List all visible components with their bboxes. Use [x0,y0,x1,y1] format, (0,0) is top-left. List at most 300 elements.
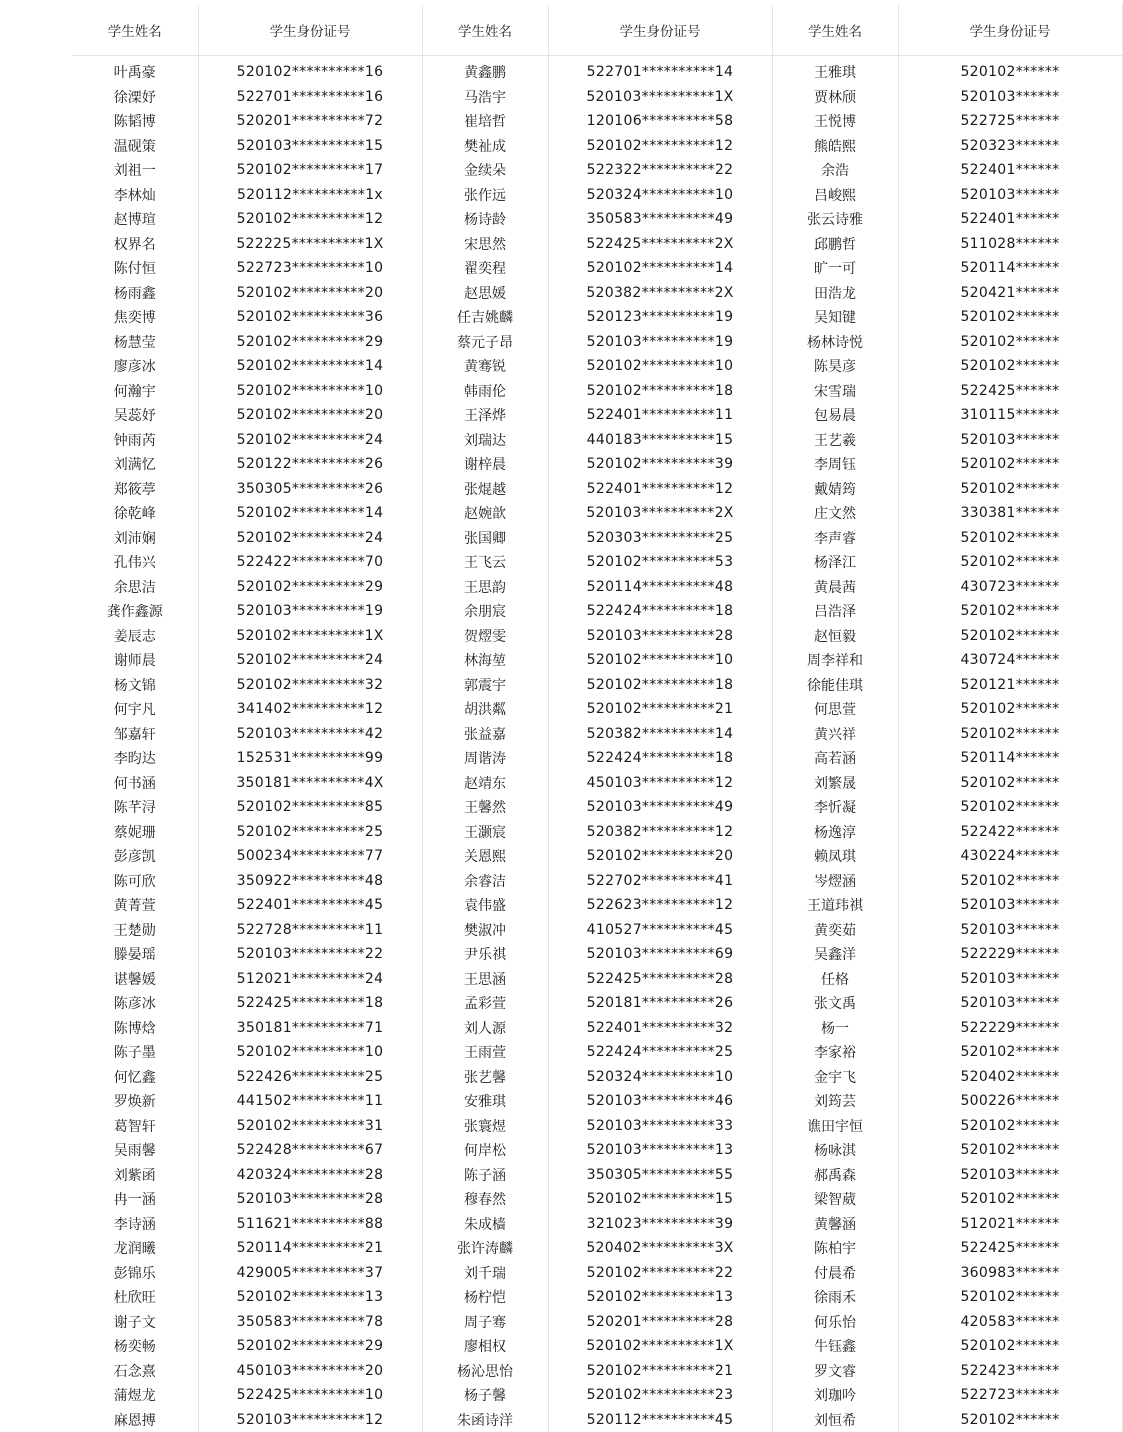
student-id-cell: 520102**********14 [198,354,422,379]
student-name-cell: 杨雨鑫 [72,281,198,306]
student-name-cell: 刘满忆 [72,452,198,477]
student-id-cell: 520121****** [898,673,1122,698]
student-name-cell: 罗文睿 [772,1359,898,1384]
student-id-cell: 520114****** [898,746,1122,771]
student-name-cell: 田浩龙 [772,281,898,306]
student-id-cell: 520102**********29 [198,575,422,600]
student-id-cell: 520102**********29 [198,330,422,355]
student-id-cell: 520382**********12 [548,820,772,845]
student-name-cell: 麻恩搏 [72,1408,198,1432]
student-id-cell: 522428**********67 [198,1138,422,1163]
student-name-cell: 黄晨茜 [772,575,898,600]
student-name-cell: 刘瑞达 [422,428,548,453]
table-row [72,158,1122,183]
student-id-cell: 522401**********32 [548,1016,772,1041]
table-row [72,648,1122,673]
student-id-cell: 441502**********11 [198,1089,422,1114]
student-name-cell: 林海堃 [422,648,548,673]
student-id-cell: 520102**********12 [198,207,422,232]
student-id-cell: 520102****** [898,452,1122,477]
student-id-cell: 420583****** [898,1310,1122,1335]
student-name-cell: 何瀚宇 [72,379,198,404]
table-row [72,575,1122,600]
student-name-cell: 杨逸淳 [772,820,898,845]
student-id-cell: 350922**********48 [198,869,422,894]
student-name-cell: 蒲煜龙 [72,1383,198,1408]
student-name-cell: 付晨希 [772,1261,898,1286]
student-name-cell: 张文禹 [772,991,898,1016]
student-name-cell: 李声睿 [772,526,898,551]
student-name-cell: 杨沁思怡 [422,1359,548,1384]
student-name-cell: 陈付恒 [72,256,198,281]
student-name-cell: 陈博焓 [72,1016,198,1041]
student-id-cell: 520102**********18 [548,673,772,698]
student-name-cell: 马浩宇 [422,85,548,110]
student-id-cell: 520102****** [898,305,1122,330]
student-name-cell: 吴雨馨 [72,1138,198,1163]
student-name-cell: 罗焕新 [72,1089,198,1114]
student-id-cell: 512021****** [898,1212,1122,1237]
student-id-cell: 430224****** [898,844,1122,869]
table-row [72,820,1122,845]
student-id-cell: 522425**********10 [198,1383,422,1408]
student-id-cell: 520102**********24 [198,428,422,453]
student-name-cell: 李林灿 [72,183,198,208]
table-row [72,771,1122,796]
student-id-cell: 512021**********24 [198,967,422,992]
student-id-cell: 520102**********21 [548,1359,772,1384]
student-id-cell: 520102****** [898,624,1122,649]
student-id-cell: 520103****** [898,893,1122,918]
student-id-cell: 520102****** [898,697,1122,722]
student-id-cell: 520102**********23 [548,1383,772,1408]
student-id-cell: 522723**********10 [198,256,422,281]
student-id-cell: 520102**********13 [548,1285,772,1310]
student-name-cell: 金续朵 [422,158,548,183]
table-row [72,1212,1122,1237]
student-id-cell: 520102**********1X [198,624,422,649]
student-name-cell: 徐乾峰 [72,501,198,526]
student-name-cell: 冉一涵 [72,1187,198,1212]
student-id-cell: 520103**********69 [548,942,772,967]
student-id-cell: 511621**********88 [198,1212,422,1237]
student-id-cell: 520102**********20 [548,844,772,869]
student-name-cell: 崔培哲 [422,109,548,134]
student-name-cell: 杨文锦 [72,673,198,698]
student-id-cell: 520102****** [898,771,1122,796]
student-name-cell: 高若涵 [772,746,898,771]
student-name-cell: 刘筠芸 [772,1089,898,1114]
student-id-cell: 520103**********42 [198,722,422,747]
student-name-cell: 杨诗龄 [422,207,548,232]
table-row [72,477,1122,502]
student-id-cell: 500234**********77 [198,844,422,869]
student-id-cell: 520102**********25 [198,820,422,845]
student-id-cell: 520103****** [898,183,1122,208]
student-id-cell: 520102****** [898,1138,1122,1163]
student-name-cell: 王雨萱 [422,1040,548,1065]
student-name-cell: 陈子涵 [422,1163,548,1188]
student-name-cell: 胡洪粼 [422,697,548,722]
student-name-cell: 徐能佳琪 [772,673,898,698]
student-name-cell: 何思萱 [772,697,898,722]
student-id-cell: 350181**********4X [198,771,422,796]
table-row [72,403,1122,428]
student-id-cell: 520102**********53 [548,550,772,575]
table-row [72,795,1122,820]
student-name-cell: 杨子馨 [422,1383,548,1408]
header-row [72,5,1122,56]
student-id-cell: 520103****** [898,1163,1122,1188]
student-id-cell: 520102****** [898,330,1122,355]
student-name-cell: 王楚勋 [72,918,198,943]
student-id-cell: 522225**********1X [198,232,422,257]
student-name-cell: 李周钰 [772,452,898,477]
table-row [72,501,1122,526]
student-name-cell: 廖彦冰 [72,354,198,379]
header-student-id-2: 学生身份证号 [548,5,772,56]
student-name-cell: 焦奕博 [72,305,198,330]
student-name-cell: 贾林颀 [772,85,898,110]
student-id-cell: 520102**********24 [198,648,422,673]
student-id-cell: 520102**********29 [198,1334,422,1359]
student-name-cell: 吴知键 [772,305,898,330]
student-name-cell: 张寰煜 [422,1114,548,1139]
student-name-cell: 陈昊彦 [772,354,898,379]
table-row [72,1408,1122,1432]
table-row [72,256,1122,281]
table-row [72,1163,1122,1188]
table-row [72,942,1122,967]
student-id-cell: 520102**********12 [548,134,772,159]
student-id-cell: 520102****** [898,550,1122,575]
student-id-cell: 520102****** [898,599,1122,624]
student-id-cell: 520102****** [898,1285,1122,1310]
table-row [72,526,1122,551]
student-id-cell: 341402**********12 [198,697,422,722]
student-id-cell: 522701**********14 [548,60,772,85]
student-id-cell: 310115****** [898,403,1122,428]
student-id-cell: 520102**********14 [548,256,772,281]
student-name-cell: 翟奕程 [422,256,548,281]
table-row [72,746,1122,771]
student-id-cell: 522401**********12 [548,477,772,502]
header-student-id-3: 学生身份证号 [898,5,1122,56]
student-id-cell: 520181**********26 [548,991,772,1016]
student-id-cell: 520102****** [898,354,1122,379]
student-id-cell: 520102**********24 [198,526,422,551]
table-row [72,1285,1122,1310]
student-id-cell: 522425**********28 [548,967,772,992]
student-name-cell: 郭震宇 [422,673,548,698]
student-name-cell: 杨奕畅 [72,1334,198,1359]
student-id-cell: 350583**********78 [198,1310,422,1335]
table-row [72,550,1122,575]
student-id-cell: 520103**********19 [198,599,422,624]
student-id-cell: 520102****** [898,795,1122,820]
student-id-cell: 511028****** [898,232,1122,257]
student-name-cell: 蔡元子昂 [422,330,548,355]
student-roster-table [72,5,1123,1432]
student-id-cell: 520102**********16 [198,60,422,85]
student-name-cell: 彭锦乐 [72,1261,198,1286]
student-id-cell: 522425**********2X [548,232,772,257]
student-id-cell: 522401**********11 [548,403,772,428]
student-name-cell: 龙润曦 [72,1236,198,1261]
student-name-cell: 金宇飞 [772,1065,898,1090]
table-row [72,893,1122,918]
table-row [72,918,1122,943]
student-name-cell: 王思韵 [422,575,548,600]
student-id-cell: 440183**********15 [548,428,772,453]
student-id-cell: 450103**********12 [548,771,772,796]
student-id-cell: 520102****** [898,477,1122,502]
student-id-cell: 522229****** [898,1016,1122,1041]
student-id-cell: 520303**********25 [548,526,772,551]
table-row [72,109,1122,134]
table-row [72,1016,1122,1041]
student-id-cell: 520402****** [898,1065,1122,1090]
table-row [72,379,1122,404]
student-name-cell: 杨慧莹 [72,330,198,355]
student-name-cell: 牛钰鑫 [772,1334,898,1359]
student-name-cell: 陈子墨 [72,1040,198,1065]
student-name-cell: 赵婉歆 [422,501,548,526]
student-id-cell: 520102****** [898,526,1122,551]
student-id-cell: 520102**********10 [548,648,772,673]
student-name-cell: 何宇凡 [72,697,198,722]
student-id-cell: 520103**********22 [198,942,422,967]
student-id-cell: 520103**********12 [198,1408,422,1432]
student-name-cell: 黄菁萱 [72,893,198,918]
student-name-cell: 杨咏淇 [772,1138,898,1163]
student-id-cell: 520112**********1x [198,183,422,208]
student-name-cell: 张作远 [422,183,548,208]
student-id-cell: 520103****** [898,918,1122,943]
student-name-cell: 黄奕茹 [772,918,898,943]
student-id-cell: 520103**********19 [548,330,772,355]
student-name-cell: 谌馨媛 [72,967,198,992]
student-id-cell: 522426**********25 [198,1065,422,1090]
student-name-cell: 谢子文 [72,1310,198,1335]
student-name-cell: 梁智葳 [772,1187,898,1212]
student-id-cell: 522424**********18 [548,599,772,624]
table-row [72,1138,1122,1163]
table-row [72,869,1122,894]
student-id-cell: 520103****** [898,967,1122,992]
student-id-cell: 520102**********13 [198,1285,422,1310]
student-name-cell: 黄骞锐 [422,354,548,379]
table-row [72,1236,1122,1261]
student-id-cell: 520102****** [898,869,1122,894]
student-name-cell: 何乐怡 [772,1310,898,1335]
student-name-cell: 王悦博 [772,109,898,134]
student-name-cell: 谯田宇恒 [772,1114,898,1139]
table-row [72,624,1122,649]
student-name-cell: 杨泽江 [772,550,898,575]
student-id-cell: 520402**********3X [548,1236,772,1261]
student-name-cell: 刘恒希 [772,1408,898,1432]
student-name-cell: 刘繁晟 [772,771,898,796]
student-id-cell: 420324**********28 [198,1163,422,1188]
student-id-cell: 520102****** [898,60,1122,85]
student-id-cell: 360983****** [898,1261,1122,1286]
student-id-cell: 522401****** [898,207,1122,232]
student-name-cell: 朱成樯 [422,1212,548,1237]
student-name-cell: 周谐涛 [422,746,548,771]
student-name-cell: 钟雨芮 [72,428,198,453]
student-id-cell: 520114**********48 [548,575,772,600]
table-row [72,599,1122,624]
student-id-cell: 330381****** [898,501,1122,526]
student-name-cell: 孟彩萱 [422,991,548,1016]
student-name-cell: 张云诗雅 [772,207,898,232]
student-id-cell: 120106**********58 [548,109,772,134]
student-id-cell: 520421****** [898,281,1122,306]
student-name-cell: 陈芊浔 [72,795,198,820]
student-name-cell: 任格 [772,967,898,992]
student-id-cell: 520103**********33 [548,1114,772,1139]
student-name-cell: 陈柏宇 [772,1236,898,1261]
student-id-cell: 520103**********49 [548,795,772,820]
student-name-cell: 石念熹 [72,1359,198,1384]
student-id-cell: 520102**********10 [548,354,772,379]
student-id-cell: 522702**********41 [548,869,772,894]
student-name-cell: 徐雨禾 [772,1285,898,1310]
student-name-cell: 吕峻熙 [772,183,898,208]
student-name-cell: 邱鹏哲 [772,232,898,257]
student-id-cell: 520102****** [898,1334,1122,1359]
student-name-cell: 赵靖东 [422,771,548,796]
student-name-cell: 陈彦冰 [72,991,198,1016]
table-row [72,697,1122,722]
student-name-cell: 李诗涵 [72,1212,198,1237]
student-name-cell: 穆春然 [422,1187,548,1212]
student-name-cell: 王馨然 [422,795,548,820]
student-roster-sheet [72,5,1030,1431]
student-id-cell: 522701**********16 [198,85,422,110]
student-id-cell: 520102**********20 [198,403,422,428]
student-name-cell: 韩雨伦 [422,379,548,404]
student-id-cell: 522401****** [898,158,1122,183]
student-name-cell: 吴鑫洋 [772,942,898,967]
student-name-cell: 姜辰志 [72,624,198,649]
student-name-cell: 张益嘉 [422,722,548,747]
student-name-cell: 贺熤雯 [422,624,548,649]
student-name-cell: 孔伟兴 [72,550,198,575]
student-id-cell: 350305**********55 [548,1163,772,1188]
student-id-cell: 522728**********11 [198,918,422,943]
header-student-id-1: 学生身份证号 [198,5,422,56]
student-name-cell: 杨林诗悦 [772,330,898,355]
student-name-cell: 袁伟盛 [422,893,548,918]
student-id-cell: 520103****** [898,85,1122,110]
student-id-cell: 522422****** [898,820,1122,845]
student-name-cell: 王艺羲 [772,428,898,453]
table-row [72,207,1122,232]
student-name-cell: 包易晨 [772,403,898,428]
student-name-cell: 岑熤涵 [772,869,898,894]
table-row [72,1187,1122,1212]
student-id-cell: 520102**********31 [198,1114,422,1139]
student-name-cell: 余思洁 [72,575,198,600]
student-id-cell: 522401**********45 [198,893,422,918]
student-name-cell: 黄鑫鹏 [422,60,548,85]
student-id-cell: 520324**********10 [548,183,772,208]
student-id-cell: 430724****** [898,648,1122,673]
student-id-cell: 520103**********2X [548,501,772,526]
table-row [72,85,1122,110]
student-id-cell: 350181**********71 [198,1016,422,1041]
student-name-cell: 陈韬博 [72,109,198,134]
student-name-cell: 关恩熙 [422,844,548,869]
student-id-cell: 520102****** [898,1187,1122,1212]
header-student-name-1: 学生姓名 [72,5,198,56]
student-id-cell: 520102**********85 [198,795,422,820]
student-id-cell: 522424**********25 [548,1040,772,1065]
student-name-cell: 余睿洁 [422,869,548,894]
student-id-cell: 520103**********28 [548,624,772,649]
student-id-cell: 429005**********37 [198,1261,422,1286]
student-name-cell: 张许涛麟 [422,1236,548,1261]
student-name-cell: 庄文然 [772,501,898,526]
student-name-cell: 余朋宸 [422,599,548,624]
student-name-cell: 刘珈吟 [772,1383,898,1408]
student-name-cell: 张焜越 [422,477,548,502]
roster-body [72,56,1122,1432]
student-name-cell: 赵思媛 [422,281,548,306]
student-name-cell: 张艺馨 [422,1065,548,1090]
student-id-cell: 520103**********13 [548,1138,772,1163]
student-name-cell: 杨柠恺 [422,1285,548,1310]
student-name-cell: 郑筱葶 [72,477,198,502]
student-name-cell: 吴蕊妤 [72,403,198,428]
student-id-cell: 520123**********19 [548,305,772,330]
student-name-cell: 赵博瑄 [72,207,198,232]
student-name-cell: 任吉姚麟 [422,305,548,330]
table-row [72,1114,1122,1139]
student-name-cell: 王飞云 [422,550,548,575]
student-id-cell: 520382**********14 [548,722,772,747]
table-row [72,354,1122,379]
student-id-cell: 520103**********28 [198,1187,422,1212]
student-name-cell: 周李祥和 [772,648,898,673]
student-id-cell: 520103**********46 [548,1089,772,1114]
table-row [72,1261,1122,1286]
student-id-cell: 520102**********15 [548,1187,772,1212]
student-id-cell: 522422**********70 [198,550,422,575]
student-id-cell: 522623**********12 [548,893,772,918]
student-id-cell: 520103**********1X [548,85,772,110]
student-name-cell: 杨一 [772,1016,898,1041]
student-id-cell: 520201**********28 [548,1310,772,1335]
student-name-cell: 吕浩泽 [772,599,898,624]
student-name-cell: 宋雪瑞 [772,379,898,404]
student-id-cell: 520102**********17 [198,158,422,183]
student-name-cell: 何书涵 [72,771,198,796]
student-name-cell: 温砚策 [72,134,198,159]
student-name-cell: 葛智轩 [72,1114,198,1139]
student-id-cell: 520103****** [898,428,1122,453]
student-id-cell: 522423****** [898,1359,1122,1384]
table-row [72,60,1122,85]
header-student-name-2: 学生姓名 [422,5,548,56]
student-name-cell: 刘沛娴 [72,526,198,551]
student-name-cell: 安雅琪 [422,1089,548,1114]
student-name-cell: 李忻凝 [772,795,898,820]
student-id-cell: 450103**********20 [198,1359,422,1384]
student-id-cell: 522425****** [898,379,1122,404]
